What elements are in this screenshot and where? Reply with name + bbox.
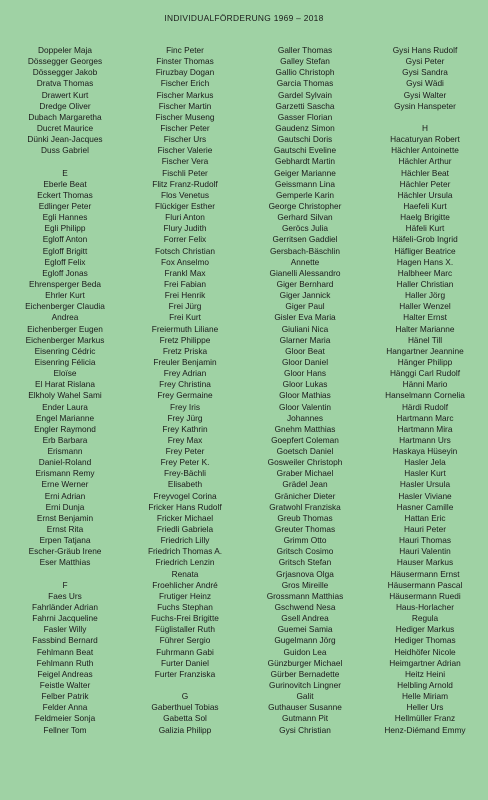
name-entry: Gysin Hanspeter <box>394 100 456 111</box>
name-entry: Daniel-Roland <box>38 457 92 468</box>
name-column-4 <box>366 45 484 736</box>
name-entry: Gerhard Silvan <box>277 212 333 223</box>
name-entry: Gabetta Sol <box>163 713 207 724</box>
name-entry: Hellmüller Franz <box>394 713 456 724</box>
name-entry: Hauri Valentin <box>399 546 451 557</box>
name-column-2 <box>126 45 244 736</box>
name-entry: Grossmann Matthias <box>266 590 344 601</box>
name-entry: Gemperle Karin <box>275 189 335 200</box>
name-entry: Eisenring Cédric <box>34 345 96 356</box>
name-entry: Gaudenz Simon <box>275 122 335 133</box>
name-entry: Eichenberger Claudia <box>25 301 105 312</box>
name-entry: Hanselmann Cornelia <box>385 390 465 401</box>
name-entry: Johannes <box>287 412 323 423</box>
name-entry: Gros Mireille <box>281 579 329 590</box>
name-entry: Hächler Antoinette <box>391 145 459 156</box>
name-entry: Dratva Thomas <box>36 78 94 89</box>
name-entry: Dredge Oliver <box>39 100 91 111</box>
name-entry: Glarner Maria <box>279 334 331 345</box>
name-entry: Haelg Brigitte <box>400 212 450 223</box>
name-entry: Ernst Rita <box>46 524 84 535</box>
name-entry: Fischer Erich <box>160 78 210 89</box>
name-entry: Frei Fabian <box>164 278 206 289</box>
spacer <box>126 680 244 691</box>
name-entry: Hasler Ursula <box>399 479 451 490</box>
name-entry: Häfliger Beatrice <box>394 245 456 256</box>
name-entry: Gysi Peter <box>405 56 445 67</box>
name-entry: Heimgartner Adrian <box>389 657 461 668</box>
name-entry: Heidhöfer Nicole <box>394 646 456 657</box>
name-entry: Fischli Peter <box>162 167 208 178</box>
name-entry: Gsell Andrea <box>281 613 329 624</box>
name-entry: Gysi Christian <box>279 724 331 735</box>
name-entry: Eckert Thomas <box>37 189 93 200</box>
name-entry: Gianelli Alessandro <box>269 267 341 278</box>
name-entry: Fischer Peter <box>160 122 210 133</box>
name-entry: Fischer Martin <box>158 100 212 111</box>
name-entry: Giger Bernhard <box>276 278 334 289</box>
name-entry: Giuliani Nica <box>281 323 329 334</box>
name-entry: Forrer Felix <box>163 234 207 245</box>
name-entry: Halbheer Marc <box>397 267 453 278</box>
name-entry: Geissmann Lina <box>275 178 335 189</box>
name-entry: Gisler Eva Maria <box>274 312 336 323</box>
name-entry: Gugelmann Jörg <box>274 635 336 646</box>
name-entry: Egloff Brigitt <box>42 245 88 256</box>
name-entry: Andrea <box>51 312 79 323</box>
name-entry: Gürber Bernadette <box>270 668 340 679</box>
name-entry: Flos Venetus <box>161 189 209 200</box>
name-entry: Frey Germaine <box>157 390 213 401</box>
name-entry: Eloïse <box>53 368 77 379</box>
name-entry: Hauser Markus <box>396 557 454 568</box>
name-entry: Gaberthuel Tobias <box>151 702 219 713</box>
name-entry: Gysi Wädi <box>406 78 444 89</box>
name-entry: Frey-Bächli <box>164 468 206 479</box>
name-entry: Haskaya Hüseyin <box>392 446 458 457</box>
name-entry: Freuler Benjamin <box>153 356 217 367</box>
name-entry: Flitz Franz-Rudolf <box>152 178 218 189</box>
name-entry: Gloor Beat <box>285 345 325 356</box>
name-entry: Hangartner Jeannine <box>386 345 464 356</box>
name-entry: Garzetti Sascha <box>275 100 335 111</box>
name-entry: Engler Raymond <box>34 423 96 434</box>
name-entry: Gritsch Cosimo <box>276 546 334 557</box>
name-entry: Hänni Mario <box>402 379 448 390</box>
name-entry: George Christopher <box>268 200 342 211</box>
name-column-1 <box>6 45 124 736</box>
name-entry: Finster Thomas <box>156 56 214 67</box>
name-entry: Fuchs-Frei Brigitte <box>151 613 219 624</box>
name-entry: Goetsch Daniel <box>276 446 334 457</box>
name-entry: Engel Marianne <box>35 412 95 423</box>
name-entry: Guthauser Susanne <box>268 702 342 713</box>
name-entry: Greuter Thomas <box>274 524 336 535</box>
name-entry: Froehlicher André <box>152 579 218 590</box>
name-entry: Fluri Anton <box>165 212 205 223</box>
name-entry: Eichenberger Eugen <box>27 323 103 334</box>
name-entry: Hasler Kurt <box>404 468 446 479</box>
name-entry: Fretz Priska <box>162 345 208 356</box>
name-entry: Dünki Jean-Jacques <box>27 134 103 145</box>
name-entry: Galley Stefan <box>280 56 330 67</box>
name-entry: Gosweiler Christoph <box>267 457 343 468</box>
name-entry: Galler Thomas <box>277 45 333 55</box>
name-entry: Gränicher Dieter <box>274 490 336 501</box>
name-entry: Flückiger Esther <box>155 200 215 211</box>
name-entry: Frey Max <box>167 434 203 445</box>
name-entry: Hasler Jela <box>404 457 446 468</box>
name-entry: Erpen Tatjana <box>39 535 91 546</box>
name-entry: Haefeli Kurt <box>403 200 447 211</box>
name-entry: Egloff Felix <box>44 256 86 267</box>
name-entry: Gschwend Nesa <box>274 602 336 613</box>
name-entry: Erismann <box>47 446 83 457</box>
name-entry: Faes Urs <box>48 590 82 601</box>
name-entry: Friedrich Thomas A. <box>147 546 223 557</box>
name-entry: Frey Adrian <box>163 368 207 379</box>
spacer <box>6 156 124 167</box>
name-entry: Geröcs Julia <box>281 223 329 234</box>
name-entry: Eisenring Félicia <box>34 356 96 367</box>
name-entry: Regula <box>411 613 439 624</box>
name-entry: Flury Judith <box>163 223 207 234</box>
name-entry: Eberle Beat <box>43 178 87 189</box>
name-entry: Erb Barbara <box>42 434 88 445</box>
name-entry: Ender Laura <box>42 401 88 412</box>
name-entry: Gasser Florian <box>277 111 333 122</box>
name-entry: Frey Peter K. <box>160 457 210 468</box>
name-entry: Gutmann Pit <box>281 713 329 724</box>
name-entry: Frey Christina <box>159 379 211 390</box>
name-entry: Fahrländer Adrian <box>32 602 98 613</box>
name-entry: Haller Wenzel <box>399 301 451 312</box>
name-entry: Freyvogel Corina <box>153 490 217 501</box>
letter-heading: F <box>62 579 68 590</box>
name-entry: Fretz Philippe <box>159 334 211 345</box>
name-entry: Feldmeier Sonja <box>34 713 96 724</box>
name-entry: Heitz Heini <box>404 668 446 679</box>
name-entry: Frey Kathrin <box>162 423 208 434</box>
name-entry: Gloor Hans <box>284 368 326 379</box>
name-entry: Erismann Remy <box>35 468 95 479</box>
name-entry: Dössegger Georges <box>27 56 103 67</box>
spacer <box>366 112 484 123</box>
name-entry: Fischer Valerie <box>157 145 213 156</box>
name-entry: Frey Iris <box>170 401 200 412</box>
name-entry: Doppeler Maja <box>38 45 92 55</box>
name-entry: Galit <box>296 691 314 702</box>
name-entry: Henz-Diémand Emmy <box>384 724 466 735</box>
name-entry: Frei Kurt <box>169 312 201 323</box>
name-entry: Hacaturyan Robert <box>390 134 460 145</box>
name-entry: Fellner Tom <box>43 724 87 735</box>
name-entry: Frei Henrik <box>164 290 206 301</box>
name-entry: Fischer Museng <box>155 111 215 122</box>
name-entry: Hänger Philipp <box>397 356 453 367</box>
name-entry: Elisabeth <box>167 479 203 490</box>
name-entry: Annette <box>290 256 320 267</box>
name-entry: Guidon Lea <box>283 646 327 657</box>
name-entry: Ducret Maurice <box>36 122 94 133</box>
name-entry: Gloor Valentin <box>279 401 331 412</box>
name-entry: Günzburger Michael <box>267 657 343 668</box>
name-entry: Gautschi Eveline <box>273 145 337 156</box>
name-entry: Führer Sergio <box>159 635 211 646</box>
name-entry: Egloff Anton <box>42 234 88 245</box>
name-entry: Garcia Thomas <box>276 78 334 89</box>
name-entry: Graber Michael <box>276 468 334 479</box>
name-entry: Ehrler Kurt <box>45 290 85 301</box>
name-entry: Gurinovitch Lingner <box>269 680 341 691</box>
name-entry: Frutiger Heinz <box>158 590 212 601</box>
name-entry: Fehlmann Ruth <box>36 657 94 668</box>
name-entry: Grimm Otto <box>283 535 327 546</box>
name-entry: Gnehm Matthias <box>274 423 336 434</box>
name-entry: Ernst Benjamin <box>36 512 94 523</box>
name-entry: Hauri Peter <box>404 524 446 535</box>
name-entry: Fotsch Christian <box>155 245 215 256</box>
name-entry: Drawert Kurt <box>41 89 89 100</box>
name-entry: Elkholy Wahel Sami <box>28 390 102 401</box>
name-entry: Fox Anselmo <box>161 256 209 267</box>
name-entry: Härdi Rudolf <box>401 401 449 412</box>
name-entry: Friedrich Lilly <box>160 535 210 546</box>
name-entry: Ehrensperger Beda <box>29 278 101 289</box>
name-entry: Helbling Arnold <box>397 680 453 691</box>
name-entry: Dubach Margaretha <box>28 111 102 122</box>
name-entry: Fuhrmann Gabi <box>156 646 214 657</box>
name-entry: Häusermann Ruedi <box>389 590 461 601</box>
name-entry: Hasler Viviane <box>398 490 452 501</box>
name-entry: Hartmann Mira <box>397 423 453 434</box>
name-entry: Egloff Jonas <box>42 267 88 278</box>
name-entry: Dössegger Jakob <box>32 67 98 78</box>
name-entry: Gallio Christoph <box>275 67 335 78</box>
name-entry: Hänggi Carl Rudolf <box>389 368 461 379</box>
name-entry: Fassbind Bernard <box>32 635 98 646</box>
name-entry: Halter Marianne <box>395 323 455 334</box>
name-entry: Felder Anna <box>42 702 88 713</box>
name-entry: Fehlmann Beat <box>36 646 94 657</box>
name-entry: Gloor Daniel <box>281 356 329 367</box>
name-entry: Feistle Walter <box>39 680 91 691</box>
name-entry: Grjasnova Olga <box>276 568 334 579</box>
name-entry: Gloor Mathias <box>279 390 331 401</box>
name-entry: Frankl Max <box>164 267 206 278</box>
name-entry: Erni Dunja <box>45 501 85 512</box>
name-entry: Grädel Jean <box>282 479 328 490</box>
letter-heading: H <box>422 122 428 133</box>
name-entry: Edlinger Peter <box>38 200 92 211</box>
name-entry: Finc Peter <box>166 45 204 55</box>
name-entry: Fahrni Jacqueline <box>32 613 98 624</box>
name-entry: Goepfert Coleman <box>271 434 339 445</box>
name-entry: Gratwohl Franziska <box>269 501 341 512</box>
name-entry: Hartmann Urs <box>399 434 451 445</box>
name-entry: Gardel Sylvain <box>278 89 332 100</box>
name-entry: Häfeli Kurt <box>405 223 445 234</box>
name-entry: Haus-Horlacher <box>395 602 455 613</box>
name-entry: Hächler Beat <box>401 167 449 178</box>
name-entry: Geiger Marianne <box>274 167 336 178</box>
page-title: INDIVIDUALFÖRDERUNG 1969 – 2018 <box>164 13 324 23</box>
name-entry: Gebhardt Martin <box>275 156 335 167</box>
name-entry: Fischer Markus <box>156 89 214 100</box>
name-entry: Gersbach-Bäschlin <box>269 245 341 256</box>
name-entry: Frei Jürg <box>168 301 202 312</box>
name-entry: Fischer Vera <box>161 156 209 167</box>
name-entry: Hattan Eric <box>404 512 446 523</box>
name-entry: Freiermuth Liliane <box>151 323 219 334</box>
name-entry: Fricker Michael <box>156 512 214 523</box>
name-entry: Feigel Andreas <box>37 668 93 679</box>
name-column-3 <box>246 45 364 736</box>
name-entry: Egli Philipp <box>44 223 86 234</box>
name-entry: Erni Adrian <box>44 490 86 501</box>
name-entry: Hagen Hans X. <box>396 256 454 267</box>
name-entry: Helle Miriam <box>401 691 449 702</box>
letter-heading: G <box>181 691 189 702</box>
name-entry: Eichenberger Markus <box>25 334 105 345</box>
name-entry: Galizia Philipp <box>158 724 212 735</box>
name-entry: Felber Patrik <box>41 691 89 702</box>
name-entry: Egli Hannes <box>42 212 88 223</box>
name-entry: Fuchs Stephan <box>157 602 213 613</box>
name-entry: Gerritsen Gaddiel <box>272 234 338 245</box>
name-entry: Gysi Walter <box>403 89 447 100</box>
name-entry: Friedli Gabriela <box>156 524 214 535</box>
name-entry: Gritsch Stefan <box>278 557 332 568</box>
name-entry: Hasner Camille <box>396 501 454 512</box>
name-entry: Fischer Urs <box>163 134 207 145</box>
name-entry: Frey Jürg <box>167 412 203 423</box>
name-entry: Hächler Peter <box>399 178 451 189</box>
name-entry: Gautschi Doris <box>277 134 333 145</box>
letter-heading: E <box>62 167 68 178</box>
name-entry: Erne Werner <box>41 479 89 490</box>
name-entry: Hartmann Marc <box>396 412 454 423</box>
name-entry: Renata <box>171 568 199 579</box>
name-entry: Friedrich Lenzin <box>155 557 215 568</box>
name-entry: Fasler Willy <box>43 624 87 635</box>
name-entry: Häfeli-Grob Ingrid <box>392 234 458 245</box>
name-entry: Haller Jörg <box>404 290 446 301</box>
name-entry: Frey Peter <box>165 446 205 457</box>
name-entry: Furter Franziska <box>154 668 216 679</box>
name-entry: Häusermann Pascal <box>387 579 463 590</box>
name-entry: Hediger Thomas <box>394 635 456 646</box>
name-entry: Duss Gabriel <box>41 145 89 156</box>
name-entry: El Harat Rislana <box>35 379 95 390</box>
name-entry: Fricker Hans Rudolf <box>148 501 222 512</box>
name-entry: Gysi Hans Rudolf <box>392 45 458 55</box>
name-entry: Gysi Sandra <box>402 67 448 78</box>
name-entry: Firuzbay Dogan <box>155 67 215 78</box>
name-entry: Giger Paul <box>285 301 325 312</box>
name-entry: Häusermann Ernst <box>390 568 460 579</box>
name-entry: Haller Christian <box>396 278 454 289</box>
name-entry: Gloor Lukas <box>282 379 328 390</box>
name-entry: Füglistaller Ruth <box>155 624 215 635</box>
name-entry: Guemei Samia <box>277 624 333 635</box>
name-entry: Escher-Gräub Irene <box>28 546 102 557</box>
name-entry: Hauri Thomas <box>399 535 451 546</box>
name-entry: Eser Matthias <box>39 557 91 568</box>
name-entry: Halter Ernst <box>403 312 447 323</box>
name-entry: Hänel Till <box>407 334 443 345</box>
name-entry: Greub Thomas <box>277 512 333 523</box>
spacer <box>6 569 124 580</box>
name-entry: Giger Jannick <box>279 290 331 301</box>
name-entry: Hächler Ursula <box>397 189 453 200</box>
name-entry: Furter Daniel <box>161 657 209 668</box>
name-entry: Heller Urs <box>406 702 444 713</box>
name-entry: Hächler Arthur <box>398 156 452 167</box>
name-entry: Hediger Markus <box>395 624 455 635</box>
